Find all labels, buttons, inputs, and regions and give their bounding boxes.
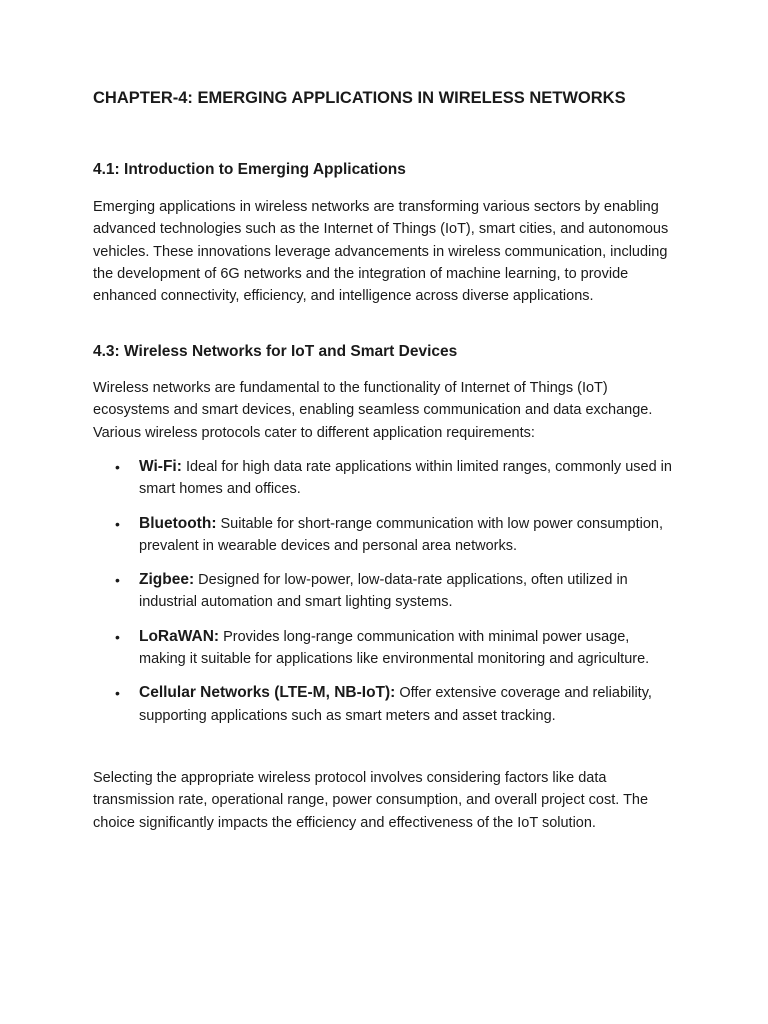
protocol-term: Zigbee: (139, 571, 195, 589)
protocol-bullet-list (93, 456, 678, 739)
bullet-icon: • (115, 685, 120, 702)
protocol-description: Designed for low-power, low-data-rate applications, often utilized in industrial automation and smart lighting systems. (139, 572, 628, 611)
protocol-term: Bluetooth: (139, 514, 217, 532)
list-item-wifi (93, 456, 678, 501)
list-item-zigbee (93, 569, 678, 614)
section-heading-iot-networks: 4.3: Wireless Networks for IoT and Smart Devices (93, 343, 458, 360)
chapter-title: CHAPTER-4: EMERGING APPLICATIONS IN WIRELESS NETWORKS (93, 89, 626, 107)
list-item-lorawan (93, 626, 678, 671)
introduction-paragraph: Emerging applications in wireless networks are transforming various sectors by enabling advanced technologies such as the Internet of Things (IoT), smart cities, and autonomous vehicles. These innovations leverage advancements in wireless communication, including the development of 6G networks and the integration of machine learning, to provide enhanced connectivity, efficiency, and intelligence across diverse applications. (93, 199, 669, 305)
bullet-icon: • (115, 459, 120, 475)
conclusion-paragraph: Selecting the appropriate wireless protocol involves considering factors like data transmission rate, operational range, power consumption, and overall project cost. The choice significantly impacts the efficiency and effectiveness of the IoT solution. (93, 770, 649, 831)
section-heading-introduction: 4.1: Introduction to Emerging Applications (93, 161, 406, 178)
bullet-icon: • (115, 628, 120, 645)
protocol-description: Offer extensive coverage and reliability, supporting applications such as smart meters and asset tracking. (139, 685, 652, 724)
bullet-icon: • (115, 572, 120, 589)
iot-intro-paragraph: Wireless networks are fundamental to the functionality of Internet of Things (IoT) ecosystems and smart devices, enabling seamless communication and data exchange. Various wireless protocols cater to different application requirements: (93, 380, 653, 441)
list-item-bluetooth (93, 513, 678, 558)
protocol-term: Wi-Fi: (139, 458, 182, 475)
protocol-term: Cellular Networks (LTE-M, NB-IoT): (139, 684, 396, 702)
protocol-term: LoRaWAN: (139, 627, 220, 645)
protocol-description: Ideal for high data rate applications within limited ranges, commonly used in smart homes and offices. (139, 459, 672, 498)
protocol-description: Provides long-range communication with minimal power usage, making it suitable for applications like environmental monitoring and agriculture. (139, 628, 650, 668)
bullet-icon: • (115, 515, 120, 532)
list-item-cellular (93, 682, 678, 727)
protocol-description: Suitable for short-range communication with low power consumption, prevalent in wearable devices and personal area networks. (139, 515, 663, 554)
